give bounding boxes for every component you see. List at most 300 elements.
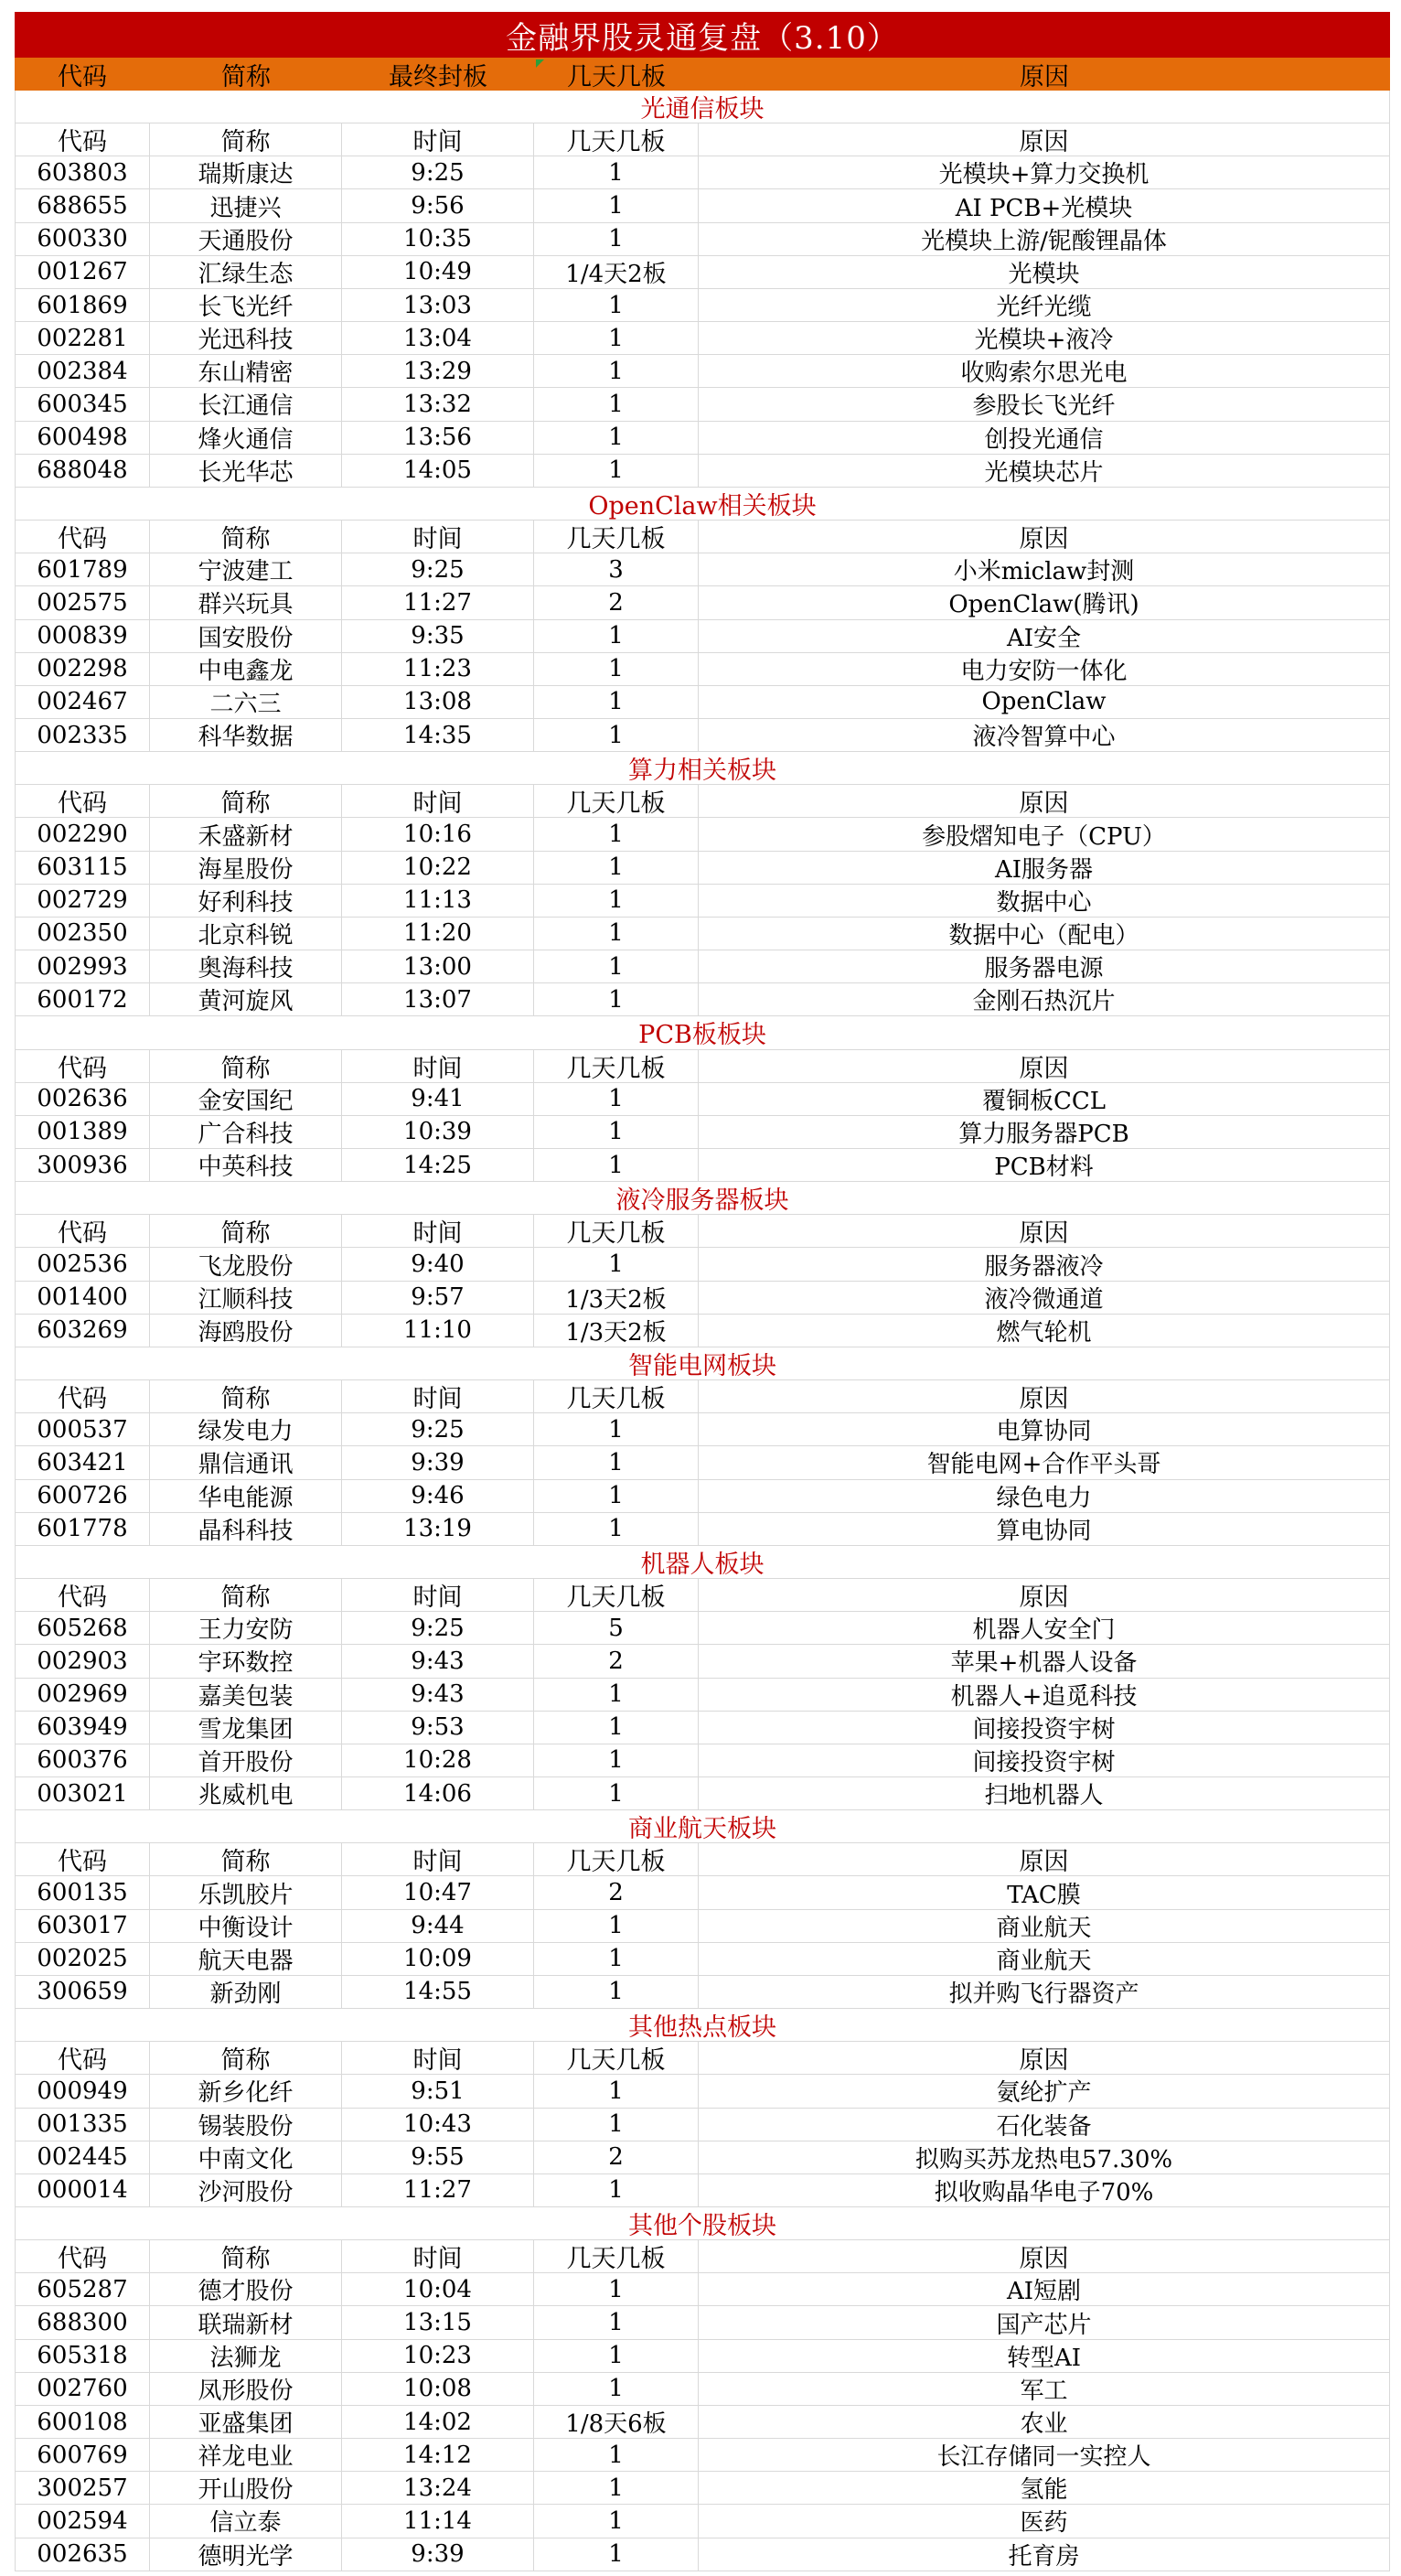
cell-code: 002281 — [15, 322, 150, 354]
cell-time: 9:44 — [342, 1910, 534, 1942]
subheader-board-count: 几天几板 — [534, 1215, 699, 1247]
cell-board-count: 1 — [534, 289, 699, 321]
cell-time: 11:20 — [342, 918, 534, 950]
cell-reason: AI安全 — [699, 620, 1390, 652]
table-row — [15, 422, 1390, 455]
cell-name: 长光华芯 — [150, 455, 342, 487]
cell-board-count: 1 — [534, 1480, 699, 1512]
section-column-header — [15, 1380, 1390, 1413]
subheader-reason: 原因 — [699, 1380, 1390, 1412]
cell-code: 001400 — [15, 1282, 150, 1314]
cell-reason: 光模块上游/铌酸锂晶体 — [699, 223, 1390, 255]
table-row — [15, 950, 1390, 983]
cell-board-count: 1 — [534, 1910, 699, 1942]
cell-board-count: 1 — [534, 1248, 699, 1280]
cell-board-count: 1 — [534, 2075, 699, 2107]
cell-reason: 氨纶扩产 — [699, 2075, 1390, 2107]
cell-reason: 光模块+液冷 — [699, 322, 1390, 354]
cell-board-count: 1 — [534, 2174, 699, 2206]
cell-name: 乐凯胶片 — [150, 1876, 342, 1908]
cell-board-count: 1 — [534, 2109, 699, 2141]
cell-name: 长江通信 — [150, 388, 342, 420]
cell-board-count: 1 — [534, 455, 699, 487]
cell-board-count: 1 — [534, 1744, 699, 1776]
cell-time: 9:56 — [342, 189, 534, 221]
cell-name: 王力安防 — [150, 1612, 342, 1644]
section-column-header — [15, 2240, 1390, 2273]
table-row — [15, 2505, 1390, 2538]
cell-reason: 收购索尔思光电 — [699, 355, 1390, 387]
cell-reason: 绿色电力 — [699, 1480, 1390, 1512]
cell-code: 002384 — [15, 355, 150, 387]
subheader-reason: 原因 — [699, 1579, 1390, 1611]
cell-time: 14:55 — [342, 1976, 534, 2008]
cell-code: 002575 — [15, 586, 150, 618]
cell-time: 13:07 — [342, 983, 534, 1015]
cell-name: 国安股份 — [150, 620, 342, 652]
section-column-header — [15, 2042, 1390, 2075]
table-row — [15, 2538, 1390, 2571]
cell-reason: 参股长飞光纤 — [699, 388, 1390, 420]
cell-reason: 苹果+机器人设备 — [699, 1645, 1390, 1677]
cell-board-count: 1 — [534, 2373, 699, 2405]
subheader-board-count: 几天几板 — [534, 521, 699, 553]
cell-reason: 机器人安全门 — [699, 1612, 1390, 1644]
cell-name: 中衡设计 — [150, 1910, 342, 1942]
cell-board-count: 1 — [534, 719, 699, 751]
cell-name: 新劲刚 — [150, 1976, 342, 2008]
section-column-header — [15, 1579, 1390, 1612]
cell-board-count: 1 — [534, 2472, 699, 2504]
cell-code: 002445 — [15, 2141, 150, 2174]
section-title: 其他热点板块 — [15, 2009, 1390, 2042]
cell-time: 13:29 — [342, 355, 534, 387]
cell-time: 9:39 — [342, 2538, 534, 2571]
cell-reason: 医药 — [699, 2505, 1390, 2537]
cell-time: 9:25 — [342, 553, 534, 585]
cell-name: 绿发电力 — [150, 1413, 342, 1445]
section-title: 机器人板块 — [15, 1546, 1390, 1579]
cell-name: 北京科锐 — [150, 918, 342, 950]
subheader-time: 时间 — [342, 785, 534, 817]
section-column-header — [15, 123, 1390, 156]
cell-name: 天通股份 — [150, 223, 342, 255]
cell-board-count: 1 — [534, 1446, 699, 1478]
cell-time: 13:56 — [342, 422, 534, 454]
cell-reason: 算力服务器PCB — [699, 1116, 1390, 1148]
cell-time: 13:32 — [342, 388, 534, 420]
cell-board-count: 2 — [534, 586, 699, 618]
cell-time: 9:51 — [342, 2075, 534, 2107]
table-row — [15, 1679, 1390, 1712]
cell-time: 9:57 — [342, 1282, 534, 1314]
cell-time: 13:24 — [342, 2472, 534, 2504]
cell-reason: 光模块 — [699, 256, 1390, 288]
cell-board-count: 1/3天2板 — [534, 1282, 699, 1314]
table-row — [15, 1777, 1390, 1810]
cell-time: 11:27 — [342, 2174, 534, 2206]
subheader-name: 简称 — [150, 123, 342, 156]
cell-code: 688048 — [15, 455, 150, 487]
cell-code: 002335 — [15, 719, 150, 751]
cell-reason: 算电协同 — [699, 1513, 1390, 1545]
section-column-header — [15, 1050, 1390, 1083]
cell-board-count: 1 — [534, 1116, 699, 1148]
subheader-reason: 原因 — [699, 1215, 1390, 1247]
cell-reason: 创投光通信 — [699, 422, 1390, 454]
cell-name: 黄河旋风 — [150, 983, 342, 1015]
table-row — [15, 1910, 1390, 1943]
cell-board-count: 1 — [534, 322, 699, 354]
cell-board-count: 1 — [534, 1976, 699, 2008]
cell-code: 601789 — [15, 553, 150, 585]
subheader-name: 简称 — [150, 2042, 342, 2074]
section-column-header — [15, 1215, 1390, 1248]
table-row — [15, 1712, 1390, 1744]
table-row — [15, 2075, 1390, 2108]
cell-board-count: 1 — [534, 983, 699, 1015]
cell-code: 002760 — [15, 2373, 150, 2405]
table-row — [15, 2406, 1390, 2439]
cell-name: 光迅科技 — [150, 322, 342, 354]
subheader-code: 代码 — [15, 1843, 150, 1875]
cell-board-count: 1 — [534, 620, 699, 652]
cell-time: 9:39 — [342, 1446, 534, 1478]
cell-reason: 间接投资宇树 — [699, 1744, 1390, 1776]
cell-board-count: 1 — [534, 653, 699, 685]
subheader-time: 时间 — [342, 1050, 534, 1082]
section-title: OpenClaw相关板块 — [15, 488, 1390, 521]
cell-name: 科华数据 — [150, 719, 342, 751]
cell-name: 宁波建工 — [150, 553, 342, 585]
table-row — [15, 719, 1390, 752]
cell-reason: 商业航天 — [699, 1910, 1390, 1942]
cell-code: 605287 — [15, 2273, 150, 2305]
cell-code: 603115 — [15, 852, 150, 884]
cell-reason: TAC膜 — [699, 1876, 1390, 1908]
cell-code: 001335 — [15, 2109, 150, 2141]
cell-reason: 电算协同 — [699, 1413, 1390, 1445]
subheader-reason: 原因 — [699, 521, 1390, 553]
subheader-name: 简称 — [150, 1215, 342, 1247]
cell-time: 11:13 — [342, 885, 534, 917]
subheader-time: 时间 — [342, 1579, 534, 1611]
cell-name: 兆威机电 — [150, 1777, 342, 1809]
cell-reason: 光模块芯片 — [699, 455, 1390, 487]
subheader-board-count: 几天几板 — [534, 1380, 699, 1412]
cell-board-count: 2 — [534, 1645, 699, 1677]
cell-time: 13:03 — [342, 289, 534, 321]
cell-name: 祥龙电业 — [150, 2439, 342, 2471]
table-row — [15, 983, 1390, 1016]
cell-board-count: 1 — [534, 2340, 699, 2372]
cell-time: 14:25 — [342, 1149, 534, 1181]
cell-reason: 军工 — [699, 2373, 1390, 2405]
cell-time: 11:14 — [342, 2505, 534, 2537]
cell-name: 信立泰 — [150, 2505, 342, 2537]
table-row — [15, 885, 1390, 918]
cell-time: 10:39 — [342, 1116, 534, 1148]
cell-name: 中英科技 — [150, 1149, 342, 1181]
cell-board-count: 1 — [534, 1413, 699, 1445]
cell-time: 10:49 — [342, 256, 534, 288]
table-row — [15, 1744, 1390, 1777]
table-row — [15, 2306, 1390, 2339]
cell-board-count: 1 — [534, 422, 699, 454]
cell-code: 000014 — [15, 2174, 150, 2206]
cell-name: 飞龙股份 — [150, 1248, 342, 1280]
cell-name: 长飞光纤 — [150, 289, 342, 321]
subheader-board-count: 几天几板 — [534, 785, 699, 817]
table-row — [15, 1282, 1390, 1315]
section-title: PCB板板块 — [15, 1016, 1390, 1049]
subheader-code: 代码 — [15, 1050, 150, 1082]
cell-reason: AI服务器 — [699, 852, 1390, 884]
table-row — [15, 2472, 1390, 2505]
cell-code: 603803 — [15, 156, 150, 188]
section-title: 光通信板块 — [15, 91, 1390, 123]
cell-reason: 参股熠知电子（CPU） — [699, 818, 1390, 850]
cell-code: 603421 — [15, 1446, 150, 1478]
cell-reason: 液冷智算中心 — [699, 719, 1390, 751]
cell-board-count: 1 — [534, 818, 699, 850]
subheader-reason: 原因 — [699, 785, 1390, 817]
subheader-time: 时间 — [342, 123, 534, 156]
subheader-board-count: 几天几板 — [534, 2042, 699, 2074]
column-header-row — [15, 58, 1390, 91]
cell-board-count: 1 — [534, 355, 699, 387]
cell-reason: 拟收购晶华电子70% — [699, 2174, 1390, 2206]
cell-reason: OpenClaw — [699, 686, 1390, 718]
table-row — [15, 918, 1390, 950]
subheader-time: 时间 — [342, 1215, 534, 1247]
cell-name: 首开股份 — [150, 1744, 342, 1776]
table-row — [15, 1513, 1390, 1546]
cell-name: 法狮龙 — [150, 2340, 342, 2372]
cell-name: 汇绿生态 — [150, 256, 342, 288]
table-row — [15, 1612, 1390, 1645]
cell-name: 禾盛新材 — [150, 818, 342, 850]
cell-name: 亚盛集团 — [150, 2406, 342, 2438]
cell-code: 001389 — [15, 1116, 150, 1148]
subheader-name: 简称 — [150, 1579, 342, 1611]
cell-board-count: 1 — [534, 918, 699, 950]
cell-reason: AI短剧 — [699, 2273, 1390, 2305]
section-title: 液冷服务器板块 — [15, 1182, 1390, 1215]
cell-code: 600769 — [15, 2439, 150, 2471]
cell-time: 10:08 — [342, 2373, 534, 2405]
cell-reason: 服务器液冷 — [699, 1248, 1390, 1280]
cell-time: 10:28 — [342, 1744, 534, 1776]
cell-time: 10:04 — [342, 2273, 534, 2305]
cell-board-count: 1 — [534, 1712, 699, 1744]
subheader-code: 代码 — [15, 1579, 150, 1611]
subheader-reason: 原因 — [699, 1843, 1390, 1875]
cell-time: 10:35 — [342, 223, 534, 255]
subheader-name: 简称 — [150, 2240, 342, 2272]
table-row — [15, 388, 1390, 421]
table-row — [15, 1480, 1390, 1513]
cell-reason: 燃气轮机 — [699, 1315, 1390, 1347]
cell-board-count: 1 — [534, 2439, 699, 2471]
cell-name: 金安国纪 — [150, 1083, 342, 1115]
subheader-board-count: 几天几板 — [534, 1050, 699, 1082]
cell-code: 600172 — [15, 983, 150, 1015]
cell-time: 11:23 — [342, 653, 534, 685]
subheader-board-count: 几天几板 — [534, 1843, 699, 1875]
cell-name: 德明光学 — [150, 2538, 342, 2571]
comment-marker-icon — [536, 59, 544, 68]
cell-time: 9:43 — [342, 1645, 534, 1677]
section-column-header — [15, 521, 1390, 553]
cell-code: 002969 — [15, 1679, 150, 1711]
cell-reason: 液冷微通道 — [699, 1282, 1390, 1314]
cell-time: 9:43 — [342, 1679, 534, 1711]
cell-board-count: 1 — [534, 2273, 699, 2305]
cell-reason: 长江存储同一实控人 — [699, 2439, 1390, 2471]
cell-time: 9:55 — [342, 2141, 534, 2174]
cell-board-count: 1 — [534, 1777, 699, 1809]
cell-name: 开山股份 — [150, 2472, 342, 2504]
cell-code: 002993 — [15, 950, 150, 982]
table-row — [15, 289, 1390, 322]
cell-reason: OpenClaw(腾讯) — [699, 586, 1390, 618]
cell-board-count: 1 — [534, 852, 699, 884]
cell-code: 600330 — [15, 223, 150, 255]
cell-reason: 农业 — [699, 2406, 1390, 2438]
cell-reason: 拟并购飞行器资产 — [699, 1976, 1390, 2008]
table-row — [15, 2109, 1390, 2141]
cell-name: 凤形股份 — [150, 2373, 342, 2405]
cell-code: 000949 — [15, 2075, 150, 2107]
cell-time: 9:40 — [342, 1248, 534, 1280]
cell-code: 600726 — [15, 1480, 150, 1512]
cell-time: 10:16 — [342, 818, 534, 850]
section-title: 其他个股板块 — [15, 2207, 1390, 2240]
table-row — [15, 1116, 1390, 1149]
subheader-board-count: 几天几板 — [534, 1579, 699, 1611]
cell-code: 600108 — [15, 2406, 150, 2438]
cell-reason: 智能电网+合作平头哥 — [699, 1446, 1390, 1478]
cell-name: 奥海科技 — [150, 950, 342, 982]
subheader-reason: 原因 — [699, 123, 1390, 156]
table-row — [15, 455, 1390, 488]
cell-time: 14:35 — [342, 719, 534, 751]
cell-reason: 托育房 — [699, 2538, 1390, 2571]
table-row — [15, 322, 1390, 355]
cell-time: 14:06 — [342, 1777, 534, 1809]
table-row — [15, 256, 1390, 289]
subheader-code: 代码 — [15, 521, 150, 553]
table-row — [15, 355, 1390, 388]
cell-name: 瑞斯康达 — [150, 156, 342, 188]
cell-code: 600376 — [15, 1744, 150, 1776]
table-row — [15, 189, 1390, 222]
cell-time: 11:27 — [342, 586, 534, 618]
cell-board-count: 1 — [534, 388, 699, 420]
cell-code: 001267 — [15, 256, 150, 288]
cell-name: 嘉美包装 — [150, 1679, 342, 1711]
subheader-code: 代码 — [15, 785, 150, 817]
cell-time: 13:08 — [342, 686, 534, 718]
table-row — [15, 1149, 1390, 1182]
cell-name: 东山精密 — [150, 355, 342, 387]
subheader-time: 时间 — [342, 2042, 534, 2074]
cell-name: 群兴玩具 — [150, 586, 342, 618]
table-row — [15, 686, 1390, 719]
subheader-name: 简称 — [150, 1380, 342, 1412]
cell-name: 二六三 — [150, 686, 342, 718]
cell-code: 300659 — [15, 1976, 150, 2008]
cell-time: 13:00 — [342, 950, 534, 982]
cell-board-count: 1 — [534, 1943, 699, 1975]
cell-name: 沙河股份 — [150, 2174, 342, 2206]
cell-reason: 商业航天 — [699, 1943, 1390, 1975]
table-row — [15, 1248, 1390, 1281]
cell-time: 10:43 — [342, 2109, 534, 2141]
table-row — [15, 1876, 1390, 1909]
header-final-seal: 最终封板 — [389, 62, 487, 91]
cell-time: 11:10 — [342, 1315, 534, 1347]
cell-time: 13:04 — [342, 322, 534, 354]
cell-time: 10:47 — [342, 1876, 534, 1908]
cell-name: 晶科科技 — [150, 1513, 342, 1545]
subheader-name: 简称 — [150, 521, 342, 553]
cell-time: 13:19 — [342, 1513, 534, 1545]
cell-board-count: 1 — [534, 1513, 699, 1545]
cell-code: 002636 — [15, 1083, 150, 1115]
cell-code: 002298 — [15, 653, 150, 685]
cell-board-count: 3 — [534, 553, 699, 585]
section-title: 智能电网板块 — [15, 1347, 1390, 1380]
section-title: 算力相关板块 — [15, 752, 1390, 785]
cell-reason: AI PCB+光模块 — [699, 189, 1390, 221]
table-row — [15, 852, 1390, 885]
cell-name: 烽火通信 — [150, 422, 342, 454]
subheader-reason: 原因 — [699, 1050, 1390, 1082]
table-row — [15, 1976, 1390, 2009]
cell-reason: 扫地机器人 — [699, 1777, 1390, 1809]
cell-name: 宇环数控 — [150, 1645, 342, 1677]
cell-code: 600345 — [15, 388, 150, 420]
cell-time: 10:09 — [342, 1943, 534, 1975]
cell-name: 中电鑫龙 — [150, 653, 342, 685]
cell-board-count: 1 — [534, 2538, 699, 2571]
table-row — [15, 1645, 1390, 1678]
cell-code: 003021 — [15, 1777, 150, 1809]
cell-time: 9:41 — [342, 1083, 534, 1115]
cell-reason: 间接投资宇树 — [699, 1712, 1390, 1744]
subheader-reason: 原因 — [699, 2042, 1390, 2074]
subheader-time: 时间 — [342, 2240, 534, 2272]
header-board-count: 几天几板 — [567, 62, 666, 91]
cell-time: 9:35 — [342, 620, 534, 652]
cell-time: 13:15 — [342, 2306, 534, 2338]
cell-code: 601869 — [15, 289, 150, 321]
cell-board-count: 2 — [534, 2141, 699, 2174]
cell-board-count: 1 — [534, 2505, 699, 2537]
subheader-name: 简称 — [150, 1050, 342, 1082]
table-row — [15, 818, 1390, 851]
header-name: 简称 — [221, 62, 271, 91]
cell-code: 688300 — [15, 2306, 150, 2338]
cell-time: 14:12 — [342, 2439, 534, 2471]
cell-time: 10:23 — [342, 2340, 534, 2372]
subheader-board-count: 几天几板 — [534, 2240, 699, 2272]
cell-code: 002467 — [15, 686, 150, 718]
subheader-time: 时间 — [342, 521, 534, 553]
cell-code: 002350 — [15, 918, 150, 950]
